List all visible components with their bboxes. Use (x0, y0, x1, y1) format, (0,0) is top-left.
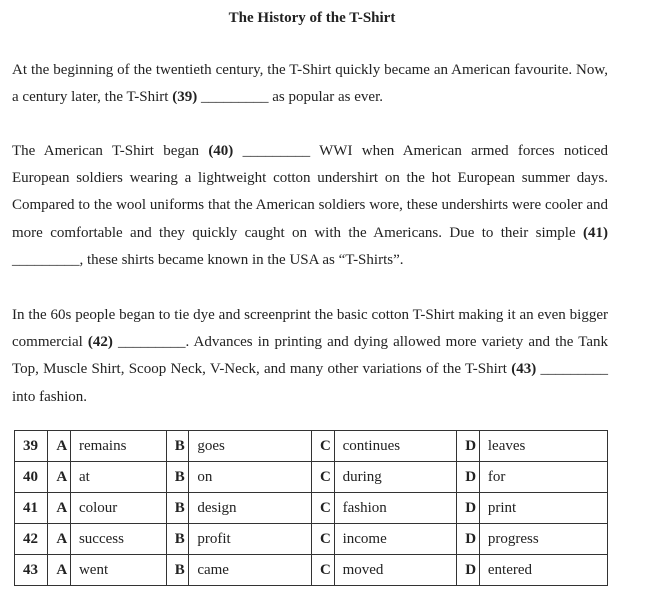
paragraph-3 (12, 302, 608, 411)
options-row (15, 493, 608, 524)
option-letter: C (312, 462, 335, 493)
option-text: entered (479, 555, 607, 586)
option-letter: A (48, 524, 71, 555)
option-letter: A (48, 431, 71, 462)
paragraph-text: At the beginning of the twentieth century, the T-Shirt quickly became an American favourite. Now, a century later, the T-Shirt (12, 62, 608, 106)
option-text: design (189, 493, 312, 524)
paragraph-text: _________ WWI when American armed forces noticed European soldiers wearing a lightweight cotton undershirt on the hot European summer days. Compared to the wool uniforms that the American soldiers wore, these undershirts were cooler and more comfortable and they quickly caught on with the Americans. Due to their simple (12, 143, 608, 241)
paragraph-text: _________ into fashion. (12, 361, 608, 405)
option-letter: B (166, 524, 189, 555)
option-letter: C (312, 555, 335, 586)
document-page (12, 0, 612, 405)
option-text: remains (70, 431, 166, 462)
option-letter: A (48, 493, 71, 524)
paragraph-1 (12, 57, 608, 111)
option-letter: D (457, 431, 480, 462)
option-text: during (334, 462, 457, 493)
option-letter: D (457, 555, 480, 586)
option-letter: D (457, 524, 480, 555)
option-letter: B (166, 431, 189, 462)
option-text: profit (189, 524, 312, 555)
option-text: goes (189, 431, 312, 462)
option-text: leaves (479, 431, 607, 462)
option-text: fashion (334, 493, 457, 524)
paragraph-text: In the 60s people began to tie dye and screenprint the basic cotton T-Shirt making it an even bigger commercial (12, 307, 608, 351)
option-letter: C (312, 431, 335, 462)
option-text: progress (479, 524, 607, 555)
options-row (15, 462, 608, 493)
question-number-cell: 40 (15, 462, 48, 493)
option-text: came (189, 555, 312, 586)
question-number-39: (39) (172, 89, 198, 106)
option-letter: B (166, 493, 189, 524)
option-text: success (70, 524, 166, 555)
question-number-cell: 41 (15, 493, 48, 524)
paragraph-text: _________. Advances in printing and dying allowed more variety and the Tank Top, Muscle Shirt, Scoop Neck, V-Neck, and many other variations of the T-Shirt (12, 334, 608, 378)
paragraph-2 (12, 138, 608, 274)
option-text: went (70, 555, 166, 586)
paragraph-text: _________ as popular as ever. (197, 89, 383, 106)
question-number-42: (42) (87, 334, 113, 351)
option-text: income (334, 524, 457, 555)
option-letter: B (166, 555, 189, 586)
page-title: The History of the T-Shirt (228, 10, 396, 26)
option-letter: D (457, 462, 480, 493)
question-number-cell: 42 (15, 524, 48, 555)
option-text: moved (334, 555, 457, 586)
option-text: continues (334, 431, 457, 462)
option-text: print (479, 493, 607, 524)
options-table (14, 430, 608, 586)
options-row (15, 555, 608, 586)
question-number-cell: 43 (15, 555, 48, 586)
options-row (15, 524, 608, 555)
option-letter: B (166, 462, 189, 493)
question-number-43: (43) (511, 361, 537, 378)
option-text: on (189, 462, 312, 493)
option-letter: A (48, 555, 71, 586)
question-number-41: (41) (583, 224, 608, 241)
paragraph-text: _________, these shirts became known in the USA as “T-Shirts”. (12, 251, 404, 268)
option-letter: C (312, 524, 335, 555)
option-text: at (70, 462, 166, 493)
option-letter: A (48, 462, 71, 493)
option-text: colour (70, 493, 166, 524)
paragraph-text: The American T-Shirt began (12, 143, 209, 159)
option-letter: D (457, 493, 480, 524)
option-text: for (479, 462, 607, 493)
question-number-cell: 39 (15, 431, 48, 462)
option-letter: C (312, 493, 335, 524)
question-number-40: (40) (208, 143, 234, 159)
options-row (15, 431, 608, 462)
